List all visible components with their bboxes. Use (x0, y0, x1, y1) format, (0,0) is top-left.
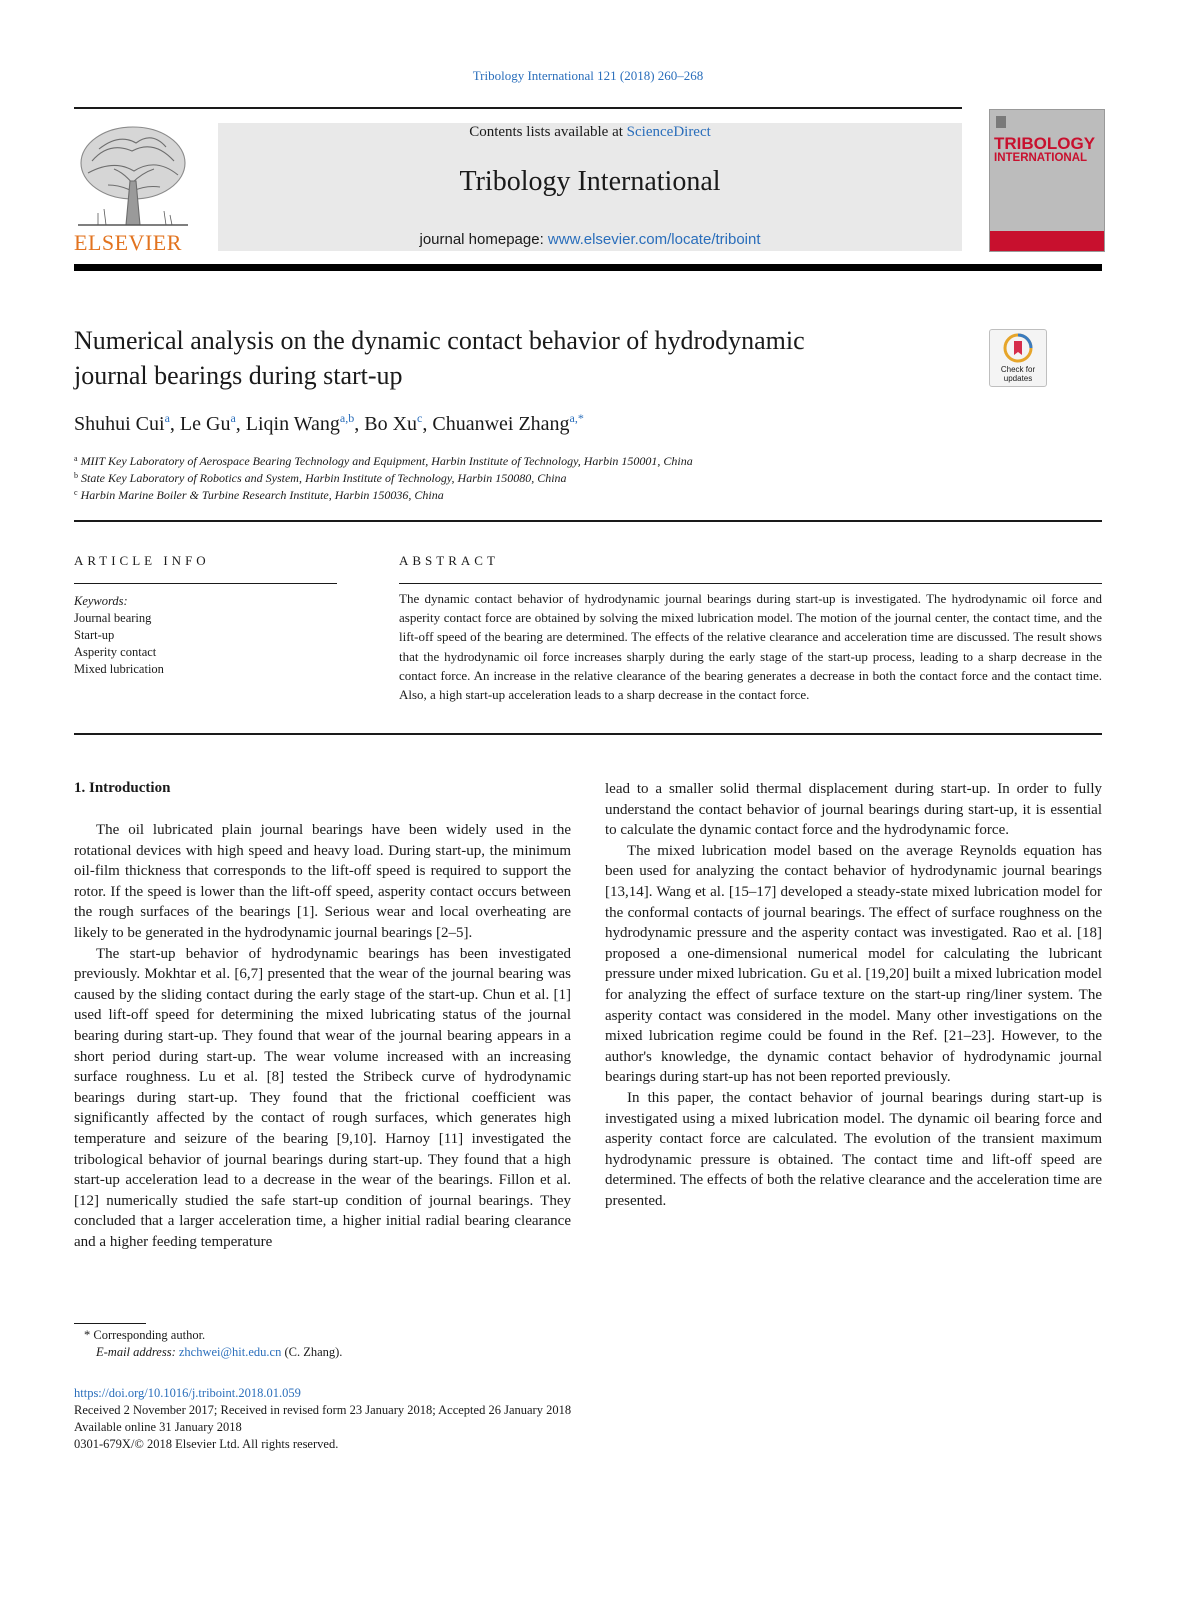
paragraph: lead to a smaller solid thermal displacement during start-up. In order to fully understand the contact behavior of journal bearings during start-up, it is essential to calculate the dynamic contact force and the hydrodynamic force. (605, 781, 1102, 839)
article-info-heading: ARTICLE INFO (74, 553, 210, 568)
abstract-text: The dynamic contact behavior of hydrodynamic journal bearings during start-up is investigated. The hydrodynamic oil force and asperity contact force are obtained by solving the mixed lubrication model. The motion of the journal center, the contact time, and the lift-off speed of the bearing are determined. The effects of the relative clearance and acceleration time are discussed. The result shows that the hydrodynamic oil force increases sharply during the early stage of the start-up process, leading to a sharp decrease in the contact force. An increase in the relative clearance of the bearing generates a decrease in both the contact force and the contact time. Also, a high start-up acceleration leads to a sharp decrease in the contact force. (399, 591, 1102, 703)
email-note: E-mail address: zhchwei@hit.edu.cn (C. Zhang). (96, 1345, 343, 1359)
available-online: Available online 31 January 2018 (74, 1420, 242, 1434)
author-list: Shuhui Cui$^a$, Le Gu$^a$, Liqin Wang$^{a,b}$, Bo Xu$^c$, Chuanwei Zhang$^{a,*}$ (74, 411, 584, 435)
affiliation: $^b$ State Key Laboratory of Robotics and System, Harbin Institute of Technology, Harbin 150080, China (74, 471, 567, 485)
received-dates: Received 2 November 2017; Received in revised form 23 January 2018; Accepted 26 January 2018 (74, 1403, 572, 1417)
affiliation-rule (74, 520, 1102, 522)
check-for-updates-badge[interactable]: Check for updates (989, 329, 1047, 387)
affiliation: $^a$ MIIT Key Laboratory of Aerospace Bearing Technology and Equipment, Harbin Institute of Technology, Harbin 150001, China (74, 454, 693, 468)
elsevier-tree-logo (74, 121, 192, 229)
affiliation: $^c$ Harbin Marine Boiler & Turbine Research Institute, Harbin 150036, China (74, 488, 444, 502)
copyright: 0301-679X/© 2018 Elsevier Ltd. All rights reserved. (74, 1437, 339, 1451)
keyword[interactable]: Mixed lubrication (74, 662, 164, 676)
keyword[interactable]: Journal bearing (74, 611, 152, 625)
cover-title: TRIBOLOGY INTERNATIONAL (994, 134, 1096, 164)
abstract-rule (399, 583, 1102, 584)
journal-cover[interactable] (989, 109, 1105, 252)
header-rule (74, 107, 962, 109)
author[interactable]: Liqin Wang$^{a,b}$ (245, 411, 355, 435)
keyword[interactable]: Start-up (74, 628, 115, 642)
introduction-heading: 1. Introduction (74, 780, 171, 796)
article-title: Numerical analysis on the dynamic contact behavior of hydrodynamic journal bearings during start-up (74, 326, 805, 390)
homepage-link[interactable]: www.elsevier.com/locate/triboint (547, 231, 761, 248)
contents-line: Contents lists available at ScienceDirect (469, 124, 711, 140)
intro-right-column (605, 779, 1102, 1211)
corresponding-author-note: * Corresponding author. (84, 1328, 206, 1342)
cover-logo-icon (996, 116, 1006, 128)
keyword[interactable]: Asperity contact (74, 645, 157, 659)
author[interactable]: Chuanwei Zhang$^{a,*}$ (432, 411, 584, 435)
author[interactable]: Le Gu$^a$ (179, 411, 236, 435)
cover-band (990, 231, 1104, 251)
sciencedirect-link[interactable]: ScienceDirect (626, 124, 711, 140)
paragraph: The oil lubricated plain journal bearings have been widely used in the rotational devices with high speed and heavy load. During start-up, the minimum oil-film thickness that corresponds to the lift-off speed is required to support the rotor. If the speed is lower than the lift-off speed, asperity contact occurs between the rough surfaces of the bearings [1]. Serious wear and local overheating are likely to be generated in the hydrodynamic journal bearings [2–5]. (74, 822, 571, 941)
keywords-block (74, 593, 164, 678)
masthead-rule (74, 264, 1102, 271)
abstract-bottom-rule (74, 733, 1102, 735)
homepage-line: journal homepage: www.elsevier.com/locate/triboint (419, 231, 761, 248)
paragraph: The mixed lubrication model based on the average Reynolds equation has been used for analyzing the contact behavior of hydrodynamic journal bearings [13,14]. Wang et al. [15–17] developed a steady-state mixed lubrication model for the conformal contacts of journal bearings. The effect of surface roughness on the hydrodynamic pressure and the asperity contact was investigated. Rao et al. [18] proposed a one-dimensional numerical model for calculating the lubricant pressure under mixed lubrication. Gu et al. [19,20] built a mixed lubrication model for analyzing the effect of surface texture on the start-up ring/liner system. The asperity contact was considered in the model. Many other investigations on the mixed lubrication regime could be found in the Ref. [21–23]. However, to the author's knowledge, the dynamic contact behavior of hydrodynamic journal bearings during start-up has not been reported previously. (605, 842, 1102, 1086)
author[interactable]: Bo Xu$^c$ (364, 411, 423, 435)
abstract-heading: ABSTRACT (399, 553, 499, 568)
elsevier-wordmark: ELSEVIER (74, 230, 182, 255)
email-link[interactable]: zhchwei@hit.edu.cn (178, 1345, 282, 1359)
journal-title: Tribology International (459, 166, 721, 197)
footnote-rule (74, 1323, 146, 1324)
paragraph: The start-up behavior of hydrodynamic bearings has been investigated previously. Mokhtar et al. [6,7] presented that the wear of the journal bearing was caused by the sliding contact during the early stage of the start-up. Chun et al. [1] used lift-off speed for determining the mixed lubricating status of the journal bearing during start-up. They found that wear of the journal bearing appears in a short period during start-up. The wear volume increased with an increasing surface roughness. Lu et al. [8] tested the Stribeck curve of hydrodynamic bearings during start-up. They found that the frictional coefficient was significantly affected by the contact of rough surfaces, which generates high temperature and seizure of the bearing [9,10]. Harnoy [11] investigated the tribological behavior of journal bearings during start-up. They found that a high start-up acceleration lead to a decrease in the wear of the bearings. Fillon et al. [12] numerically studied the safe start-up condition of journal bearings. They concluded that a larger acceleration time, a higher initial radial bearing clearance and a higher feeding temperature (74, 945, 571, 1250)
doi-link[interactable]: https://doi.org/10.1016/j.triboint.2018.01.059 (74, 1386, 301, 1400)
info-rule (74, 583, 337, 584)
paragraph: In this paper, the contact behavior of journal bearings during start-up is investigated using a mixed lubrication model. The dynamic oil bearing force and asperity contact force are calculated. The evolution of the transient maximum hydrodynamic pressure is obtained. The contact time and lift-off speed are determined. The effects of both the relative clearance and the acceleration time are presented. (605, 1089, 1102, 1209)
author[interactable]: Shuhui Cui$^a$ (74, 411, 170, 435)
keywords-label: Keywords: (74, 594, 128, 608)
check-updates-icon (1003, 333, 1033, 363)
intro-left-column (74, 820, 571, 1252)
journal-citation[interactable]: Tribology International 121 (2018) 260–268 (472, 68, 704, 83)
